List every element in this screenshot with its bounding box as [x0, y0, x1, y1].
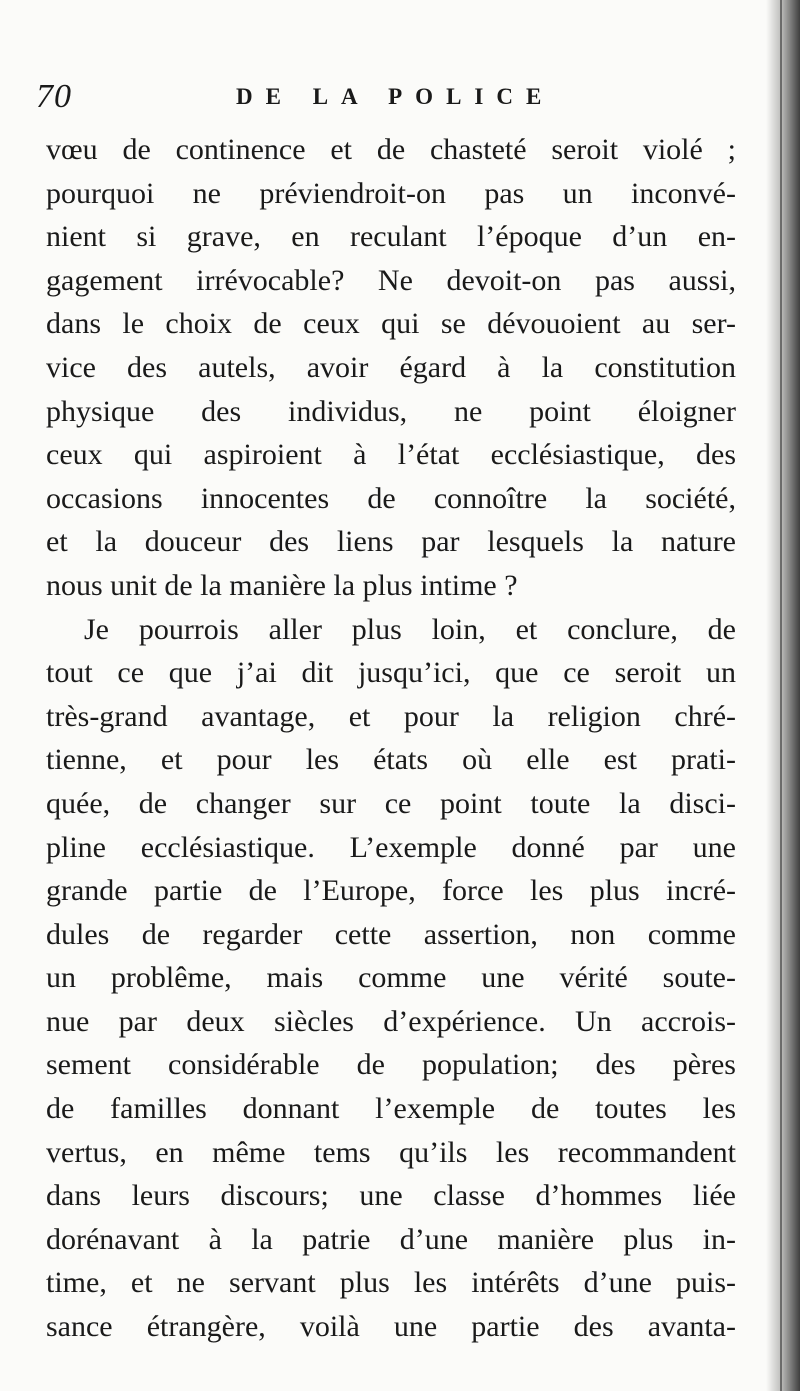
page-number: 70	[36, 78, 72, 115]
running-head	[36, 78, 736, 114]
text-line: pourquoi ne préviendroit-on pas un inconvé-	[46, 176, 736, 210]
text-line: pline ecclésiastique. L’exemple donné par une	[46, 830, 736, 864]
text-line: vœu de continence et de chasteté seroit violé ;	[46, 133, 736, 166]
text-line: physique des individus, ne point éloigner	[46, 394, 736, 428]
text-line: vertus, en même tems qu’ils les recommandent	[46, 1135, 736, 1169]
text-line: nient si grave, en reculant l’époque d’un en-	[46, 220, 736, 254]
paragraph-end-line: nous unit de la manière la plus intime ?	[46, 568, 518, 602]
text-line: tout ce que j’ai dit jusqu’ici, que ce seroit un	[46, 656, 736, 690]
text-line: dules de regarder cette assertion, non comme	[46, 917, 736, 951]
body-text	[46, 128, 736, 1349]
text-line: très-grand avantage, et pour la religion chré-	[46, 699, 736, 733]
page-edge-line	[780, 0, 782, 1391]
text-line: gagement irrévocable? Ne devoit-on pas aussi,	[46, 263, 736, 297]
running-title: DE LA POLICE	[236, 84, 555, 109]
text-line: un problême, mais comme une vérité soute-	[46, 961, 736, 995]
text-line: time, et ne servant plus les intérêts d’une puis-	[46, 1266, 736, 1300]
text-line: tienne, et pour les états où elle est prati-	[46, 743, 736, 777]
binding-shadow	[766, 0, 800, 1391]
text-line: sance étrangère, voilà une partie des avanta-	[46, 1310, 736, 1344]
text-line: dans le choix de ceux qui se dévouoient au ser-	[46, 307, 736, 341]
text-line: quée, de changer sur ce point toute la disci-	[46, 786, 736, 820]
text-line: dorénavant à la patrie d’une manière plus in-	[46, 1222, 736, 1256]
text-line: nue par deux siècles d’expérience. Un accrois-	[46, 1004, 736, 1038]
text-line: de familles donnant l’exemple de toutes les	[46, 1092, 736, 1126]
text-line: grande partie de l’Europe, force les plus incré-	[46, 874, 736, 908]
text-line: vice des autels, avoir égard à la constitution	[46, 350, 736, 384]
text-line: dans leurs discours; une classe d’hommes liée	[46, 1179, 736, 1213]
text-line: et la douceur des liens par lesquels la nature	[46, 525, 736, 559]
paragraph-start-line: Je pourrois aller plus loin, et conclure, de	[84, 612, 736, 646]
text-line: occasions innocentes de connoître la société,	[46, 481, 736, 515]
text-line: sement considérable de population; des pères	[46, 1048, 736, 1082]
text-line: ceux qui aspiroient à l’état ecclésiastique, des	[46, 438, 736, 472]
